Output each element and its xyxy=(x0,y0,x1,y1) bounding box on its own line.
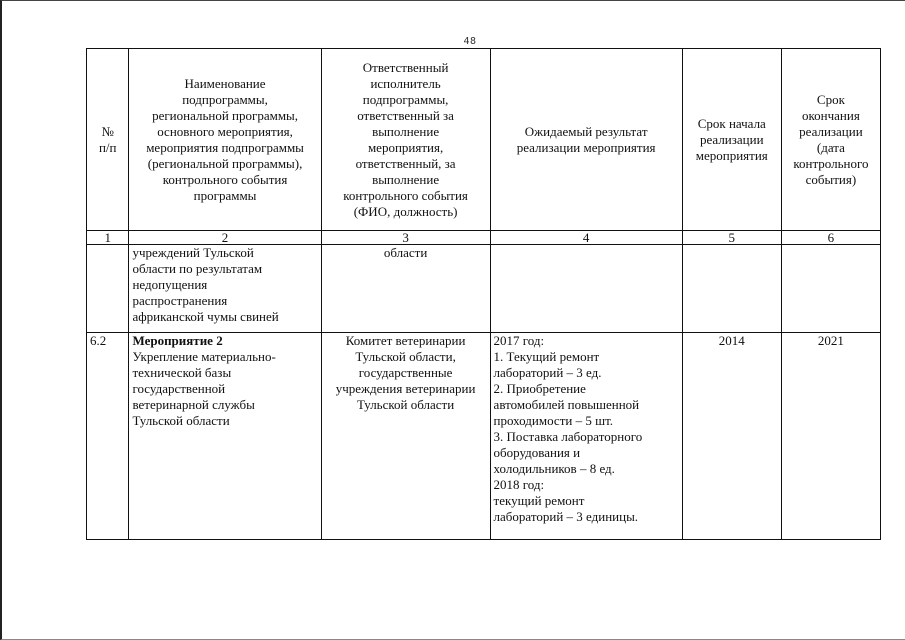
row-end-cell xyxy=(781,245,880,333)
column-number: 4 xyxy=(490,231,682,245)
header-end-date: Срок окончания реализации (дата контрольного события) xyxy=(781,49,880,231)
row-start-cell xyxy=(682,245,781,333)
row-result-cell: 2017 год: 1. Текущий ремонт лабораторий – 3 ед. 2. Приобретение автомобилей повышенной проходимости – 5 шт. 3. Поставка лабораторного оборудования и холодильников – 8 ед. 2018 год: текущий ремонт лабораторий – 3 единицы. xyxy=(490,333,682,540)
row-name-cell xyxy=(129,333,321,540)
header-expected-result: Ожидаемый результат реализации мероприятия xyxy=(490,49,682,231)
measure-title: Мероприятие 2 xyxy=(132,333,223,348)
header-number: № п/п xyxy=(87,49,129,231)
program-plan-table xyxy=(86,48,881,540)
table-row xyxy=(87,245,881,333)
column-number: 3 xyxy=(321,231,490,245)
header-start-date: Срок начала реализации мероприятия xyxy=(682,49,781,231)
column-number: 5 xyxy=(682,231,781,245)
column-number: 2 xyxy=(129,231,321,245)
row-result-cell xyxy=(490,245,682,333)
column-number: 1 xyxy=(87,231,129,245)
table-header-row xyxy=(87,49,881,231)
row-start-cell: 2014 xyxy=(682,333,781,540)
row-number-cell: 6.2 xyxy=(87,333,129,540)
header-name: Наименование подпрограммы, региональной программы, основного мероприятия, мероприятия подпрограммы (региональной программы), контрольного события программы xyxy=(129,49,321,231)
row-responsible-cell: области xyxy=(321,245,490,333)
table-row xyxy=(87,333,881,540)
page-number: 48 xyxy=(463,36,477,47)
row-name-cell: учреждений Тульской области по результатам недопущения распространения африканской чумы свиней xyxy=(129,245,321,333)
column-number: 6 xyxy=(781,231,880,245)
row-end-cell: 2021 xyxy=(781,333,880,540)
row-responsible-cell: Комитет ветеринарии Тульской области, государственные учреждения ветеринарии Тульской области xyxy=(321,333,490,540)
row-number-cell xyxy=(87,245,129,333)
header-responsible: Ответственный исполнитель подпрограммы, ответственный за выполнение мероприятия, ответственный, за выполнение контрольного события (ФИО, должность) xyxy=(321,49,490,231)
column-number-row xyxy=(87,231,881,245)
measure-description: Укрепление материально- технической базы государственной ветеринарной службы Тульской области xyxy=(132,349,276,428)
